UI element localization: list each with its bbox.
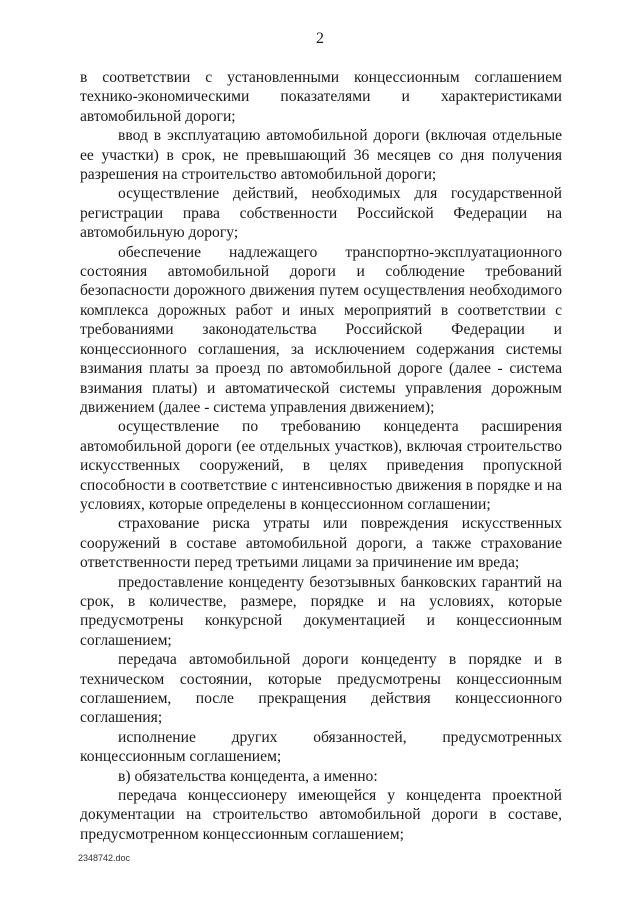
paragraph: обеспечение надлежащего транспортно-эксплуатационного состояния автомобильной дороги и соблюдение требований безопасности дорожного движения путем осуществления необходимого комплекса дорожных работ и иных мероприятий в соответствии с требованиями законодательства Российской Федерации и концессионного соглашения, за исключением содержания системы взимания платы за проезд по автомобильной дороге (далее - система взимания платы) и автоматической системы управления дорожным движением (далее - система управления движением);	[80, 243, 562, 416]
paragraph: в) обязательства концедента, а именно:	[118, 767, 378, 785]
document-body	[80, 68, 562, 844]
paragraph: в соответствии с установленными концессионным соглашением технико-экономическими показателями и характеристиками автомобильной дороги;	[80, 69, 562, 125]
page-number: 2	[316, 30, 324, 47]
paragraph: осуществление по требованию концедента расширения автомобильной дороги (ее отдельных участков), включая строительство искусственных сооружений, в целях приведения пропускной способности в соответствие с интенсивностью движения в порядке и на условиях, которые определены в концессионном соглашении;	[80, 418, 562, 513]
paragraph: осуществление действий, необходимых для государственной регистрации права собственности Российской Федерации на автомобильную дорогу;	[80, 185, 562, 242]
paragraph: ввод в эксплуатацию автомобильной дороги (включая отдельные ее участки) в срок, не превышающий 36 месяцев со дня получения разрешения на строительство автомобильной дороги;	[80, 127, 562, 184]
paragraph: предоставление концеденту безотзывных банковских гарантий на срок, в количестве, размере, порядке и на условиях, которые предусмотрены конкурсной документацией и концессионным соглашением;	[80, 573, 562, 649]
paragraph: страхование риска утраты или повреждения искусственных сооружений в составе автомобильной дороги, а также страхование ответственности перед третьими лицами за причинение им вреда;	[80, 515, 562, 572]
file-name-footer: 2348742.doc	[78, 853, 131, 863]
paragraph: исполнение других обязанностей, предусмотренных концессионным соглашением;	[80, 728, 562, 766]
paragraph: передача автомобильной дороги концеденту в порядке и в техническом состоянии, которые предусмотрены концессионным соглашением, после прекращения действия концессионного соглашения;	[80, 651, 562, 727]
paragraph: передача концессионеру имеющейся у концедента проектной документации на строительство автомобильной дороги в составе, предусмотренном концессионным соглашением;	[80, 787, 562, 843]
